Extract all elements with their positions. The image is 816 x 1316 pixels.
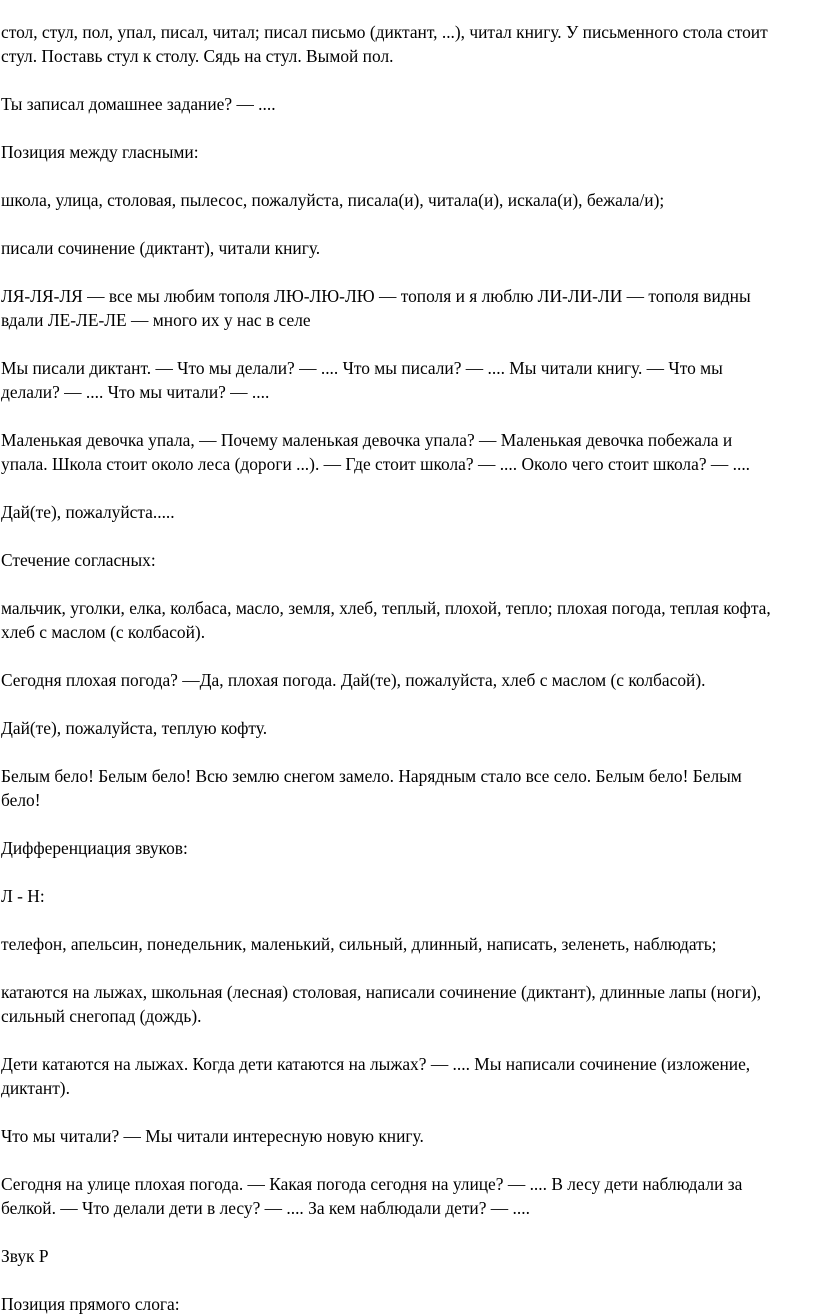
paragraph-words-telefon: телефон, апельсин, понедельник, маленький, сильный, длинный, написать, зеленеть, наблюдать;	[1, 934, 717, 954]
paragraph-plokhaya-pogoda: Сегодня плохая погода? —Да, плохая погода. Дай(те), пожалуйста, хлеб с маслом (с колбасой).	[1, 670, 706, 690]
paragraph-words-stol-stul: стол, стул, пол, упал, писал, читал; писал письмо (диктант, ...), читал книгу. У письменного стола стоит стул. Поставь стул к столу. Сядь на стул. Вымой пол.	[1, 22, 768, 66]
paragraph-lya-lya-poem: ЛЯ-ЛЯ-ЛЯ — все мы любим тополя ЛЮ-ЛЮ-ЛЮ — тополя и я люблю ЛИ-ЛИ-ЛИ — тополя видны вдали ЛЕ-ЛЕ-ЛЕ — много их у нас в селе	[1, 286, 751, 330]
paragraph-words-shkola: школа, улица, столовая, пылесос, пожалуйста, писала(и), читала(и), искала(и), бежала/и);	[1, 190, 665, 210]
heading-direct-syllable-position: Позиция прямого слога:	[1, 1294, 180, 1314]
heading-position-between-vowels: Позиция между гласными:	[1, 142, 199, 162]
paragraph-homework-question: Ты записал домашнее задание? — ....	[1, 94, 276, 114]
heading-sound-r: Звук Р	[1, 1246, 49, 1266]
paragraph-katayutsya-na-lyzhakh: катаются на лыжах, школьная (лесная) столовая, написали сочинение (диктант), длинные лапы (ноги), сильный снегопад (дождь).	[1, 982, 762, 1026]
paragraph-dayte-pozhaluysta: Дай(те), пожалуйста.....	[1, 502, 175, 522]
paragraph-segodnya-na-ulitse: Сегодня на улице плохая погода. — Какая погода сегодня на улице? — .... В лесу дети наблюдали за белкой. — Что делали дети в лесу? — .... За кем наблюдали дети? — ....	[1, 1174, 743, 1218]
paragraph-malenkaya-devochka: Маленькая девочка упала, — Почему маленькая девочка упала? — Маленькая девочка побежала и упала. Школа стоит около леса (дороги ...). — Где стоит школа? — .... Около чего стоит школа? — ....	[1, 430, 751, 474]
paragraph-chto-my-chitali: Что мы читали? — Мы читали интересную новую книгу.	[1, 1126, 424, 1146]
heading-consonant-cluster: Стечение согласных:	[1, 550, 156, 570]
paragraph-my-pisali-diktant: Мы писали диктант. — Что мы делали? — .... Что мы писали? — .... Мы читали книгу. — Что мы делали? — .... Что мы читали? — ....	[1, 358, 723, 402]
heading-sound-differentiation: Дифференциация звуков:	[1, 838, 188, 858]
paragraph-pisali-sochinenie: писали сочинение (диктант), читали книгу.	[1, 238, 321, 258]
paragraph-deti-katayutsya: Дети катаются на лыжах. Когда дети катаются на лыжах? — .... Мы написали сочинение (изложение, диктант).	[1, 1054, 751, 1098]
paragraph-belym-belo-poem: Белым бело! Белым бело! Всю землю снегом замело. Нарядным стало все село. Белым бело! Белым бело!	[1, 766, 742, 810]
heading-l-n: Л - Н:	[1, 886, 45, 906]
paragraph-words-malchik: мальчик, уголки, елка, колбаса, масло, земля, хлеб, теплый, плохой, тепло; плохая погода, теплая кофта, хлеб с маслом (с колбасой).	[1, 598, 771, 642]
paragraph-teplaya-kofta: Дай(те), пожалуйста, теплую кофту.	[1, 718, 268, 738]
